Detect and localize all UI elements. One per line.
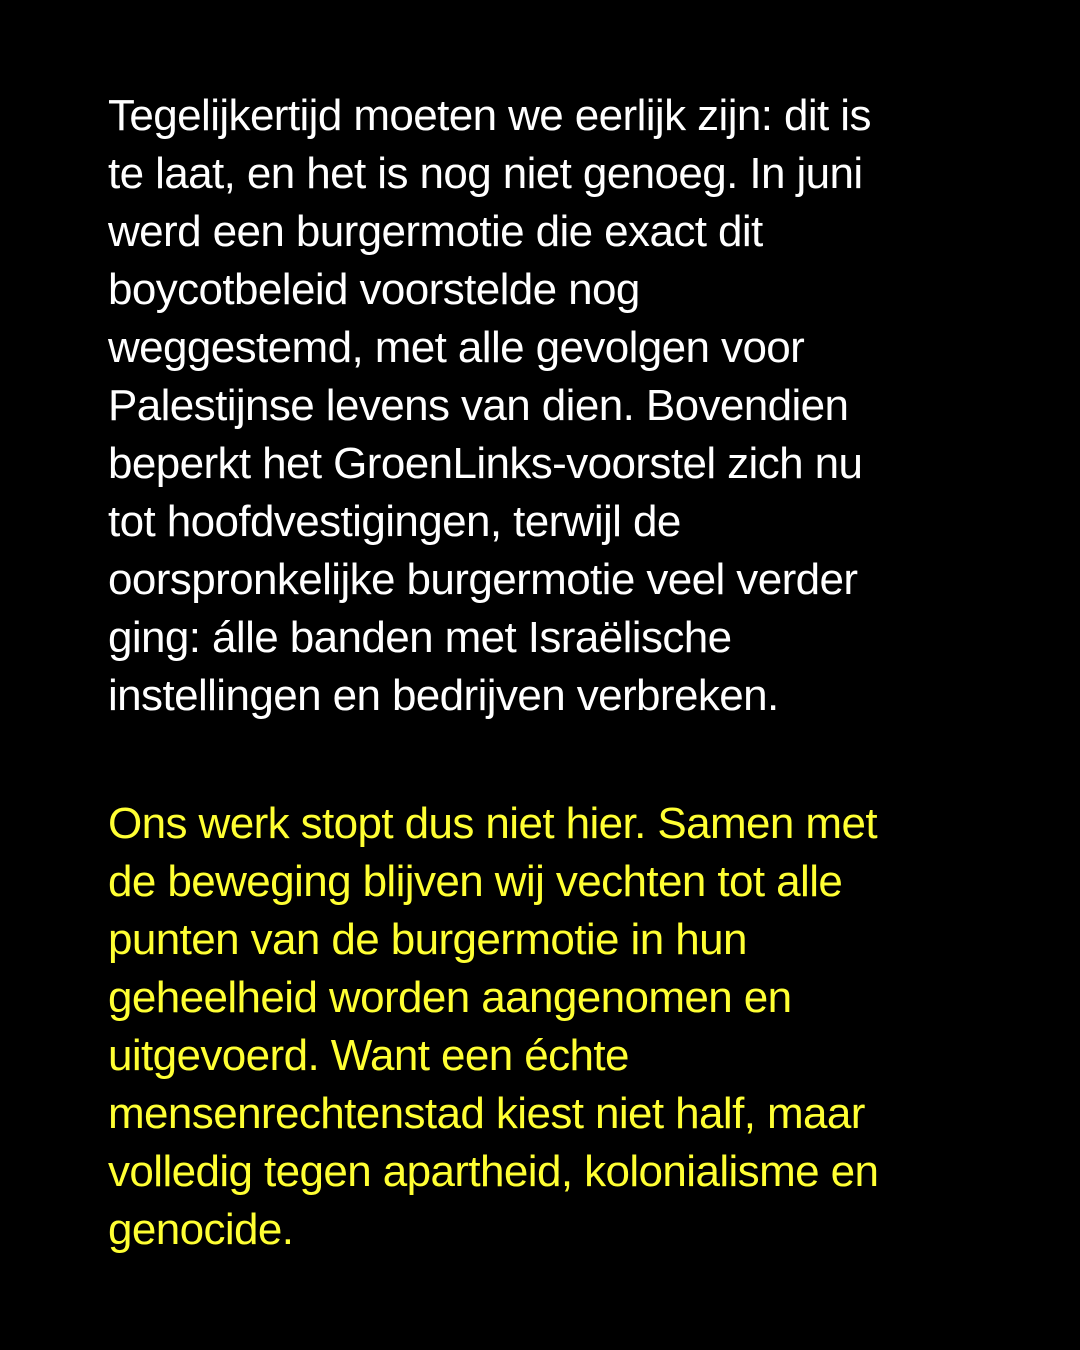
text-line: uitgevoerd. Want een échte (108, 1031, 629, 1080)
text-line: mensenrechtenstad kiest niet half, maar (108, 1089, 865, 1138)
text-line: oorspronkelijke burgermotie veel verder (108, 555, 858, 604)
paragraph-call-to-action (108, 795, 988, 1259)
text-line: ging: álle banden met Israëlische (108, 613, 732, 662)
text-line: volledig tegen apartheid, kolonialisme en (108, 1147, 879, 1196)
text-line: weggestemd, met alle gevolgen voor (108, 323, 805, 372)
text-line: punten van de burgermotie in hun (108, 915, 747, 964)
text-line: de beweging blijven wij vechten tot alle (108, 857, 843, 906)
text-line: werd een burgermotie die exact dit (108, 207, 763, 256)
text-line: tot hoofdvestigingen, terwijl de (108, 497, 681, 546)
text-line: Ons werk stopt dus niet hier. Samen met (108, 799, 877, 848)
text-line: geheelheid worden aangenomen en (108, 973, 792, 1022)
text-line: boycotbeleid voorstelde nog (108, 265, 640, 314)
text-line: Tegelijkertijd moeten we eerlijk zijn: dit is (108, 91, 871, 140)
text-line: Palestijnse levens van dien. Bovendien (108, 381, 849, 430)
text-line: instellingen en bedrijven verbreken. (108, 671, 779, 720)
text-line: beperkt het GroenLinks-voorstel zich nu (108, 439, 863, 488)
text-line: genocide. (108, 1205, 294, 1254)
paragraph-statement (108, 87, 988, 725)
text-line: te laat, en het is nog niet genoeg. In juni (108, 149, 863, 198)
